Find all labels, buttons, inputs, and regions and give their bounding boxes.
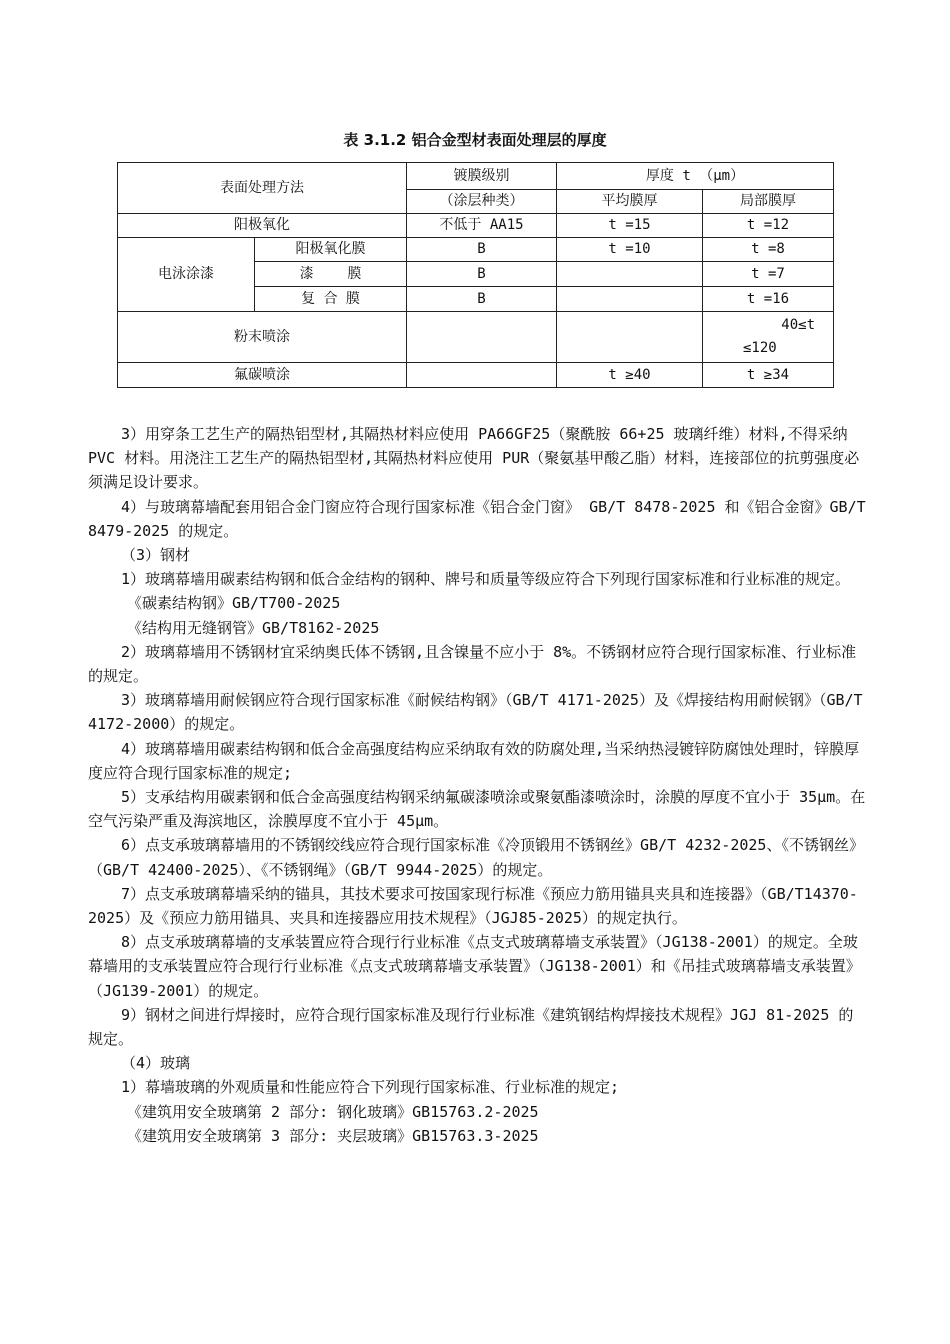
- standard-reference: 《建筑用安全玻璃第 2 部分: 钢化玻璃》GB15763.2-2025: [127, 1102, 539, 1121]
- row-fluoro-avg: t ≥40: [557, 363, 703, 388]
- row-composite-film-label: 复 合 膜: [255, 287, 407, 312]
- paragraph: 8）点支承玻璃幕墙的支承装置应符合现行行业标准《点支式玻璃幕墙支承装置》（JG138-2001）的规定。全玻幕墙用的支承装置应符合现行行业标准《点支式玻璃幕墙支承装置》（JG138-2001）和《吊挂式玻璃幕墙支承装置》（JG139-2001）的规定。: [88, 933, 861, 1000]
- row-anodize-avg: t =15: [557, 214, 703, 238]
- row-powder-label: 粉末喷涂: [118, 312, 407, 363]
- row-paint-film-local: t =7: [703, 262, 834, 287]
- row-powder-local-line2: ≤120: [743, 340, 777, 356]
- paragraph: 2）玻璃幕墙用不锈钢材宜采纳奥氏体不锈钢,且含镍量不应小于 8%。不锈钢材应符合现行国家标准、行业标准的规定。: [88, 642, 857, 686]
- section-heading: （3）钢材: [121, 546, 191, 565]
- row-electro-film-grade: B: [407, 238, 557, 262]
- row-anodize-grade: 不低于 AA15: [407, 214, 557, 238]
- row-powder-grade: [407, 312, 557, 363]
- row-electro-film-avg: t =10: [557, 238, 703, 262]
- row-composite-film-grade: B: [407, 287, 557, 312]
- row-fluoro-grade: [407, 363, 557, 388]
- row-paint-film-label: 漆 膜: [255, 262, 407, 287]
- paragraph: 1）玻璃幕墙用碳素结构钢和低合金结构的钢种、牌号和质量等级应符合下列现行国家标准和行业标准的规定。: [121, 570, 851, 589]
- row-anodize-label: 阳极氧化: [118, 214, 407, 238]
- row-composite-film-local: t =16: [703, 287, 834, 312]
- header-thickness: 厚度 t （μm）: [557, 163, 834, 190]
- paragraph: 4）与玻璃幕墙配套用铝合金门窗应符合现行国家标准《铝合金门窗》 GB/T 8478-2025 和《铝合金窗》GB/T 8479-2025 的规定。: [88, 497, 875, 540]
- row-electro-film-local: t =8: [703, 238, 834, 262]
- header-avg: 平均膜厚: [557, 190, 703, 214]
- paragraph: 1）幕墙玻璃的外观质量和性能应符合下列现行国家标准、行业标准的规定;: [121, 1078, 620, 1097]
- standard-reference: 《结构用无缝钢管》GB/T8162-2025: [127, 618, 380, 637]
- section-heading: （4）玻璃: [121, 1054, 191, 1073]
- body-text: [88, 422, 875, 1148]
- row-electro-film-label: 阳极氧化膜: [255, 238, 407, 262]
- row-composite-film-avg: [557, 287, 703, 312]
- paragraph: 4）玻璃幕墙用碳素结构钢和低合金高强度结构应采纳取有效的防腐处理,当采纳热浸镀锌防腐蚀处理时，锌膜厚度应符合现行国家标准的规定;: [88, 739, 860, 782]
- table-caption: 表 3.1.2 铝合金型材表面处理层的厚度: [343, 131, 607, 149]
- row-paint-film-avg: [557, 262, 703, 287]
- standard-reference: 《建筑用安全玻璃第 3 部分: 夹层玻璃》GB15763.3-2025: [127, 1126, 539, 1145]
- row-powder-local-line1: 40≤t: [781, 317, 815, 333]
- paragraph: 9）钢材之间进行焊接时，应符合现行国家标准及现行行业标准《建筑钢结构焊接技术规程》JGJ 81-2025 的规定。: [88, 1005, 854, 1049]
- paragraph: 5）支承结构用碳素钢和低合金高强度结构钢采纳氟碳漆喷涂或聚氨酯漆喷涂时，涂膜的厚度不宜小于 35μm。在空气污染严重及海滨地区，涂膜厚度不宜小于 45μm。: [88, 788, 866, 831]
- header-grade-line2: （涂层种类）: [407, 190, 557, 214]
- paragraph: 6）点支承玻璃幕墙用的不锈钢绞线应符合现行国家标准《冷顶锻用不锈钢丝》GB/T 4232-2025、《不锈钢丝》（GB/T 42400-2025）、《不锈钢绳》（GB/T 9944-2025）的规定。: [88, 836, 864, 879]
- row-powder-avg: [557, 312, 703, 363]
- header-method: 表面处理方法: [118, 163, 407, 214]
- paragraph: 7）点支承玻璃幕墙采纳的锚具，其技术要求可按国家现行标准《预应力筋用锚具夹具和连接器》（GB/T14370-2025）及《预应力筋用锚具、夹具和连接器应用技术规程》（JGJ85-2025）的规定执行。: [88, 884, 858, 928]
- standard-reference: 《碳素结构钢》GB/T700-2025: [127, 594, 341, 613]
- row-anodize-local: t =12: [703, 214, 834, 238]
- header-grade-line1: 镀膜级别: [407, 163, 557, 190]
- row-electro-group: 电泳涂漆: [118, 238, 255, 312]
- row-fluoro-label: 氟碳喷涂: [118, 363, 407, 388]
- paragraph: 3）用穿条工艺生产的隔热铝型材,其隔热材料应使用 PA66GF25（聚酰胺 66+25 玻璃纤维）材料,不得采纳 PVC 材料。用浇注工艺生产的隔热铝型材,其隔热材料应使用 PUR（聚氨基甲酸乙脂）材料，连接部位的抗剪强度必须满足设计要求。: [88, 425, 860, 492]
- row-paint-film-grade: B: [407, 262, 557, 287]
- row-powder-local: [703, 312, 834, 363]
- row-fluoro-local: t ≥34: [703, 363, 834, 388]
- paragraph: 3）玻璃幕墙用耐候钢应符合现行国家标准《耐候结构钢》（GB/T 4171-2025）及《焊接结构用耐候钢》（GB/T 4172-2000）的规定。: [88, 691, 872, 734]
- header-local: 局部膜厚: [703, 190, 834, 214]
- coating-thickness-table: [117, 162, 834, 388]
